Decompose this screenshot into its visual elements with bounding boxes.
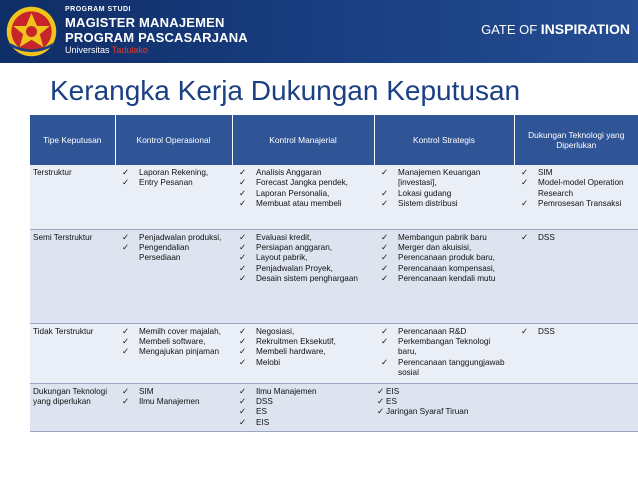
table-cell [115,165,232,229]
list-item: ✓ Forecast Jangka pendek, [235,178,371,188]
list-item: ✓ Penjadwalan produksi, [118,233,229,243]
list-item: ✓ Melobi [235,358,371,368]
list-item: ✓ Membeli hardware, [235,347,371,357]
list-item: ✓ Laporan Rekening, [118,168,229,178]
page-title: Kerangka Kerja Dukungan Keputusan [50,75,521,106]
table-cell [374,383,514,432]
list-item: ✓ Perencanaan kendali mutu [377,274,511,284]
column-header: Kontrol Strategis [374,115,514,165]
list-item: ✓ Perencanaan tanggungjawab sosial [377,358,511,379]
list-item: ✓ Rekruitmen Eksekutif, [235,337,371,347]
cell-list [235,233,371,285]
list-item: ✓ DSS [517,233,635,243]
list-item: ✓ Perencanaan R&D [377,327,511,337]
list-item: ✓ Analisis Anggaran [235,168,371,178]
university-name: Universitas Tadulako [65,45,148,55]
list-item: ✓ Perencanaan produk baru, [377,253,511,263]
list-item: ✓ Merger dan akuisisi, [377,243,511,253]
table-cell [115,229,232,323]
program-label: PROGRAM STUDI [65,6,131,13]
table-header-row [30,115,638,165]
decision-framework-table [30,115,638,432]
cell-list [118,168,229,189]
list-item: ✓ Lokasi gudang [377,189,511,199]
list-item: ✓ EIS [235,418,371,428]
list-item: ✓ Ilmu Manajemen [118,397,229,407]
list-item: ✓ Membangun pabrik baru [377,233,511,243]
row-label: Terstruktur [30,165,115,229]
list-item: ✓ Entry Pesanan [118,178,229,188]
list-item: ✓ SIM [517,168,635,178]
table-row [30,165,638,229]
table-cell [514,165,638,229]
table-cell [514,323,638,383]
table-cell [514,383,638,432]
list-item: ✓ Layout pabrik, [235,253,371,263]
list-item: ✓ Perencanaan kompensasi, [377,264,511,274]
column-header: Kontrol Manajerial [232,115,374,165]
table-cell [232,323,374,383]
cell-list [377,233,511,285]
list-item: ✓ Laporan Personalia, [235,189,371,199]
cell-list [235,168,371,210]
list-item: ✓ Ilmu Manajemen [235,387,371,397]
list-item: ✓ Memilh cover majalah, [118,327,229,337]
tagline-bold: INSPIRATION [540,21,630,37]
list-item: ✓ Pengendalian Persediaan [118,243,229,264]
university-accent: Tadulako [111,45,148,55]
column-header: Dukungan Teknologi yang Diperlukan [514,115,638,165]
cell-list [377,327,511,379]
program-brand [65,6,248,55]
cell-list [118,233,229,264]
table-body [30,165,638,432]
list-item: ✓ Sistem distribusi [377,199,511,209]
tagline: GATE OF INSPIRATION [481,21,630,37]
table-cell [115,323,232,383]
cell-list [517,168,635,210]
table-cell [232,165,374,229]
program-line1: MAGISTER MANAJEMEN [65,15,225,30]
program-line2: PROGRAM PASCASARJANA [65,30,248,45]
header-band [0,0,638,63]
list-item: ✓ Membuat atau membeli [235,199,371,209]
table-cell [374,229,514,323]
list-item: ✓ DSS [517,327,635,337]
table-row [30,323,638,383]
list-item: ✓ ES [235,407,371,417]
list-item: ✓ Jaringan Syaraf Tiruan [377,407,511,417]
table-cell [232,383,374,432]
framework-table [30,115,638,432]
list-item: ✓ Perkembangan Teknologi baru, [377,337,511,358]
row-label: Semi Terstruktur [30,229,115,323]
list-item: ✓ Mengajukan pinjaman [118,347,229,357]
cell-list [377,387,511,418]
cell-list [235,387,371,429]
list-item: ✓ Negosiasi, [235,327,371,337]
list-item: ✓ Desain sistem penghargaan [235,274,371,284]
cell-list [377,168,511,210]
university-logo-icon [4,4,59,59]
table-cell [374,323,514,383]
cell-list [118,387,229,408]
column-header: Tipe Keputusan [30,115,115,165]
column-header: Kontrol Operasional [115,115,232,165]
table-cell [232,229,374,323]
list-item: ✓ ES [377,397,511,407]
list-item: ✓ EIS [377,387,511,397]
row-label: Tidak Terstruktur [30,323,115,383]
table-row [30,229,638,323]
list-item: ✓ Pemrosesan Transaksi [517,199,635,209]
table-row [30,383,638,432]
table-cell [514,229,638,323]
table-cell [115,383,232,432]
cell-list [517,327,635,337]
list-item: ✓ Model-model Operation Research [517,178,635,199]
list-item: ✓ Persiapan anggaran, [235,243,371,253]
list-item: ✓ Evaluasi kredit, [235,233,371,243]
list-item: ✓ Membeli software, [118,337,229,347]
list-item: ✓ SIM [118,387,229,397]
list-item: ✓ DSS [235,397,371,407]
table-cell [374,165,514,229]
cell-list [517,233,635,243]
list-item: ✓ Manajemen Keuangan [investasi], [377,168,511,189]
cell-list [118,327,229,358]
list-item: ✓ Penjadwalan Proyek, [235,264,371,274]
row-label: Dukungan Teknologi yang diperlukan [30,383,115,432]
cell-list [235,327,371,369]
